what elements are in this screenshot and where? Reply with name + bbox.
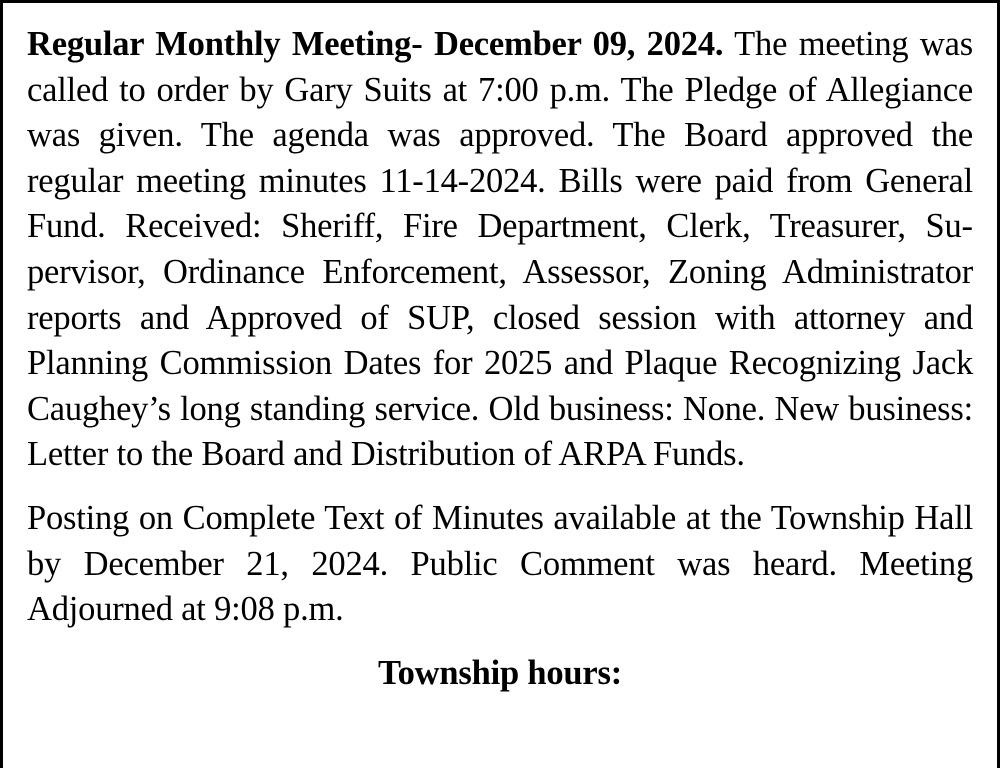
meeting-title: Regular Monthly Meeting- December 09, 2024. <box>27 25 724 63</box>
township-hours-heading: Township hours: <box>377 653 623 692</box>
meeting-notice <box>27 22 973 696</box>
minutes-paragraph <box>27 22 973 478</box>
minutes-text: The meeting was called to order by Gary Suits at 7:00 p.m. The Pledge of Allegiance was given. The agenda was approved. The Board approved the regular meeting minutes 11-14-2024. Bills were paid from General Fund. Received: Sheriff, Fire Department, Clerk, Treasurer, Supervisor, Ordinance Enforcement, Assessor, Zoning Administrator reports and Approved of SUP, closed session with attorney and Planning Commission Dates for 2025 and Plaque Recognizing Jack Caughey’s long standing service. Old business: None. New business: Letter to the Board and Distribution of ARPA Funds. <box>27 25 973 474</box>
posting-paragraph: Posting on Complete Text of Minutes available at the Township Hall by December 21, 2024. Public Comment was heard. Meeting Adjourned at 9:08 p.m. <box>27 498 973 629</box>
